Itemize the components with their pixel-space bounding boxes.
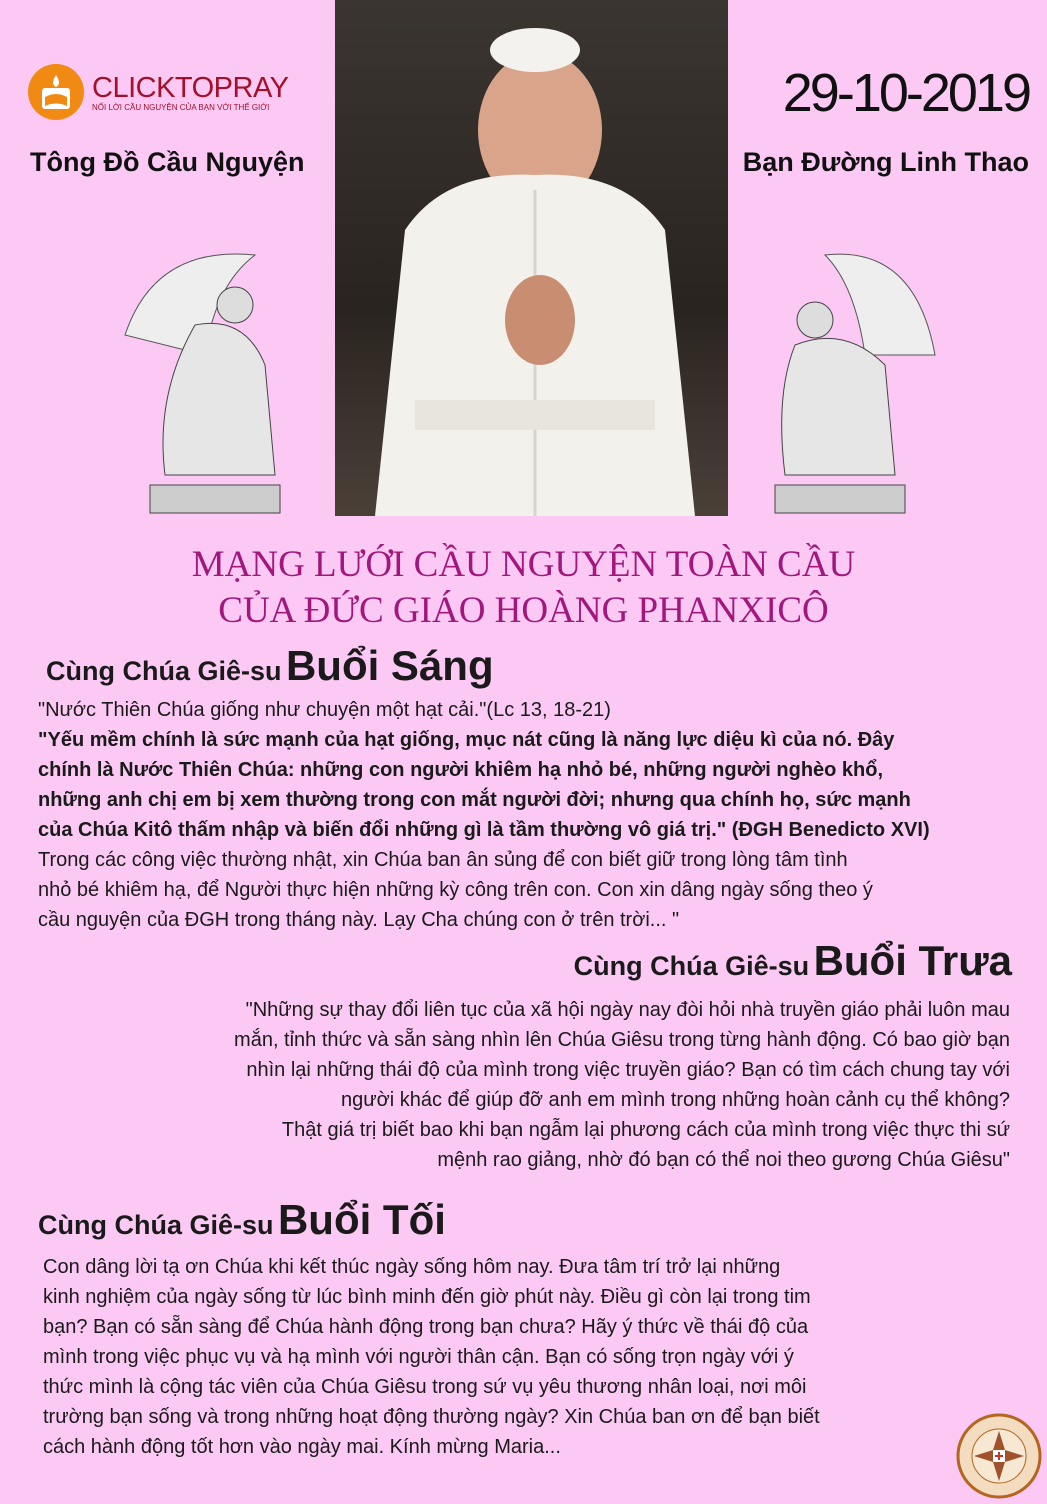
text-line: Thật giá trị biết bao khi bạn ngẫm lại phương cách của mình trong việc thực thi sứ (281, 1119, 1010, 1141)
text-line: mắn, tỉnh thức và sẵn sàng nhìn lên Chúa Giêsu trong từng hành động. Có bao giờ bạn (234, 1029, 1010, 1051)
text-line: cách hành động tốt hơn vào ngày mai. Kính mừng Maria... (43, 1436, 561, 1458)
evening-label: Buổi Tối (277, 1196, 446, 1243)
text-line: nhỏ bé khiêm hạ, để Người thực hiện những kỳ công trên con. Con xin dâng ngày sống theo ý (38, 879, 873, 901)
kneeling-angel-right (765, 245, 965, 520)
text-line: mình trong việc phục vụ và hạ mình với người thân cận. Bạn có sống trọn ngày với ý (43, 1346, 794, 1368)
left-subtitle: Tông Đồ Cầu Nguyện (30, 147, 305, 177)
title-line-2: CỦA ĐỨC GIÁO HOÀNG PHANXICÔ (218, 590, 829, 631)
logo-tagline: NỐI LỜI CẦU NGUYỆN CỦA BẠN VỚI THẾ GIỚI (92, 102, 270, 112)
text-line: "Yếu mềm chính là sức mạnh của hạt giống, mục nát cũng là năng lực diệu kì của nó. Đây (38, 729, 895, 751)
text-line: chính là Nước Thiên Chúa: những con người khiêm hạ nhỏ bé, những người nghèo khổ, (38, 759, 884, 781)
text-line: những anh chị em bị xem thường trong con mắt người đời; nhưng qua chính họ, sức mạnh (38, 789, 911, 811)
evening-text (43, 1252, 1013, 1462)
morning-text (38, 695, 1033, 935)
text-line: "Những sự thay đổi liên tục của xã hội ngày nay đòi hỏi nhà truyền giáo phải luôn mau (245, 999, 1010, 1021)
evening-prefix: Cùng Chúa Giê-su (38, 1210, 274, 1240)
text-line: Trong các công việc thường nhật, xin Chúa ban ân sủng để con biết giữ trong lòng tâm tình (38, 849, 848, 871)
morning-heading (46, 642, 494, 690)
noon-text (40, 995, 1010, 1175)
text-line: "Nước Thiên Chúa giống như chuyện một hạt cải."(Lc 13, 18-21) (38, 699, 611, 721)
noon-label: Buổi Trưa (813, 937, 1012, 984)
text-line: người khác để giúp đỡ anh em mình trong những hoàn cảnh cụ thể không? (340, 1089, 1010, 1111)
text-line: cầu nguyện của ĐGH trong tháng này. Lạy Cha chúng con ở trên trời... " (38, 909, 680, 931)
candle-icon (28, 64, 84, 120)
text-line: của Chúa Kitô thấm nhập và biến đổi những gì là tầm thường vô giá trị." (ĐGH Benedicto XVI) (38, 819, 930, 841)
text-line: mệnh rao giảng, nhờ đó bạn có thể noi theo gương Chúa Giêsu" (437, 1149, 1010, 1171)
evening-heading (38, 1196, 446, 1244)
text-line: Con dâng lời tạ ơn Chúa khi kết thúc ngày sống hôm nay. Đưa tâm trí trở lại những (43, 1256, 781, 1278)
title-line-1: MẠNG LƯỚI CẦU NGUYỆN TOÀN CẦU (191, 544, 856, 585)
logo-name: CLICKTOPRAY (92, 71, 289, 104)
text-line: bạn? Bạn có sẵn sàng để Chúa hành động trong bạn chưa? Hãy ý thức về thái độ của (43, 1316, 809, 1338)
diocese-seal (956, 1413, 1042, 1499)
noon-prefix: Cùng Chúa Giê-su (573, 951, 810, 981)
right-subtitle: Bạn Đường Linh Thao (742, 147, 1029, 177)
morning-prefix: Cùng Chúa Giê-su (46, 656, 282, 686)
morning-label: Buổi Sáng (285, 642, 494, 689)
noon-heading (574, 937, 1012, 985)
text-line: kinh nghiệm của ngày sống từ lúc bình minh đến giờ phút này. Điều gì còn lại trong tim (43, 1286, 811, 1308)
page-title (0, 542, 1047, 634)
clicktopray-logo (28, 64, 288, 120)
date: 29-10-2019 (782, 63, 1029, 123)
text-line: trường bạn sống và trong những hoạt động thường ngày? Xin Chúa ban ơn để bạn biết (43, 1406, 820, 1428)
text-line: nhìn lại những thái độ của mình trong việc truyền giáo? Bạn có tìm cách chung tay với (246, 1059, 1010, 1081)
kneeling-angel-left (95, 245, 295, 520)
text-line: thức mình là cộng tác viên của Chúa Giêsu trong sứ vụ yêu thương nhân loại, nơi môi (43, 1376, 807, 1398)
pope-photo (335, 0, 728, 516)
